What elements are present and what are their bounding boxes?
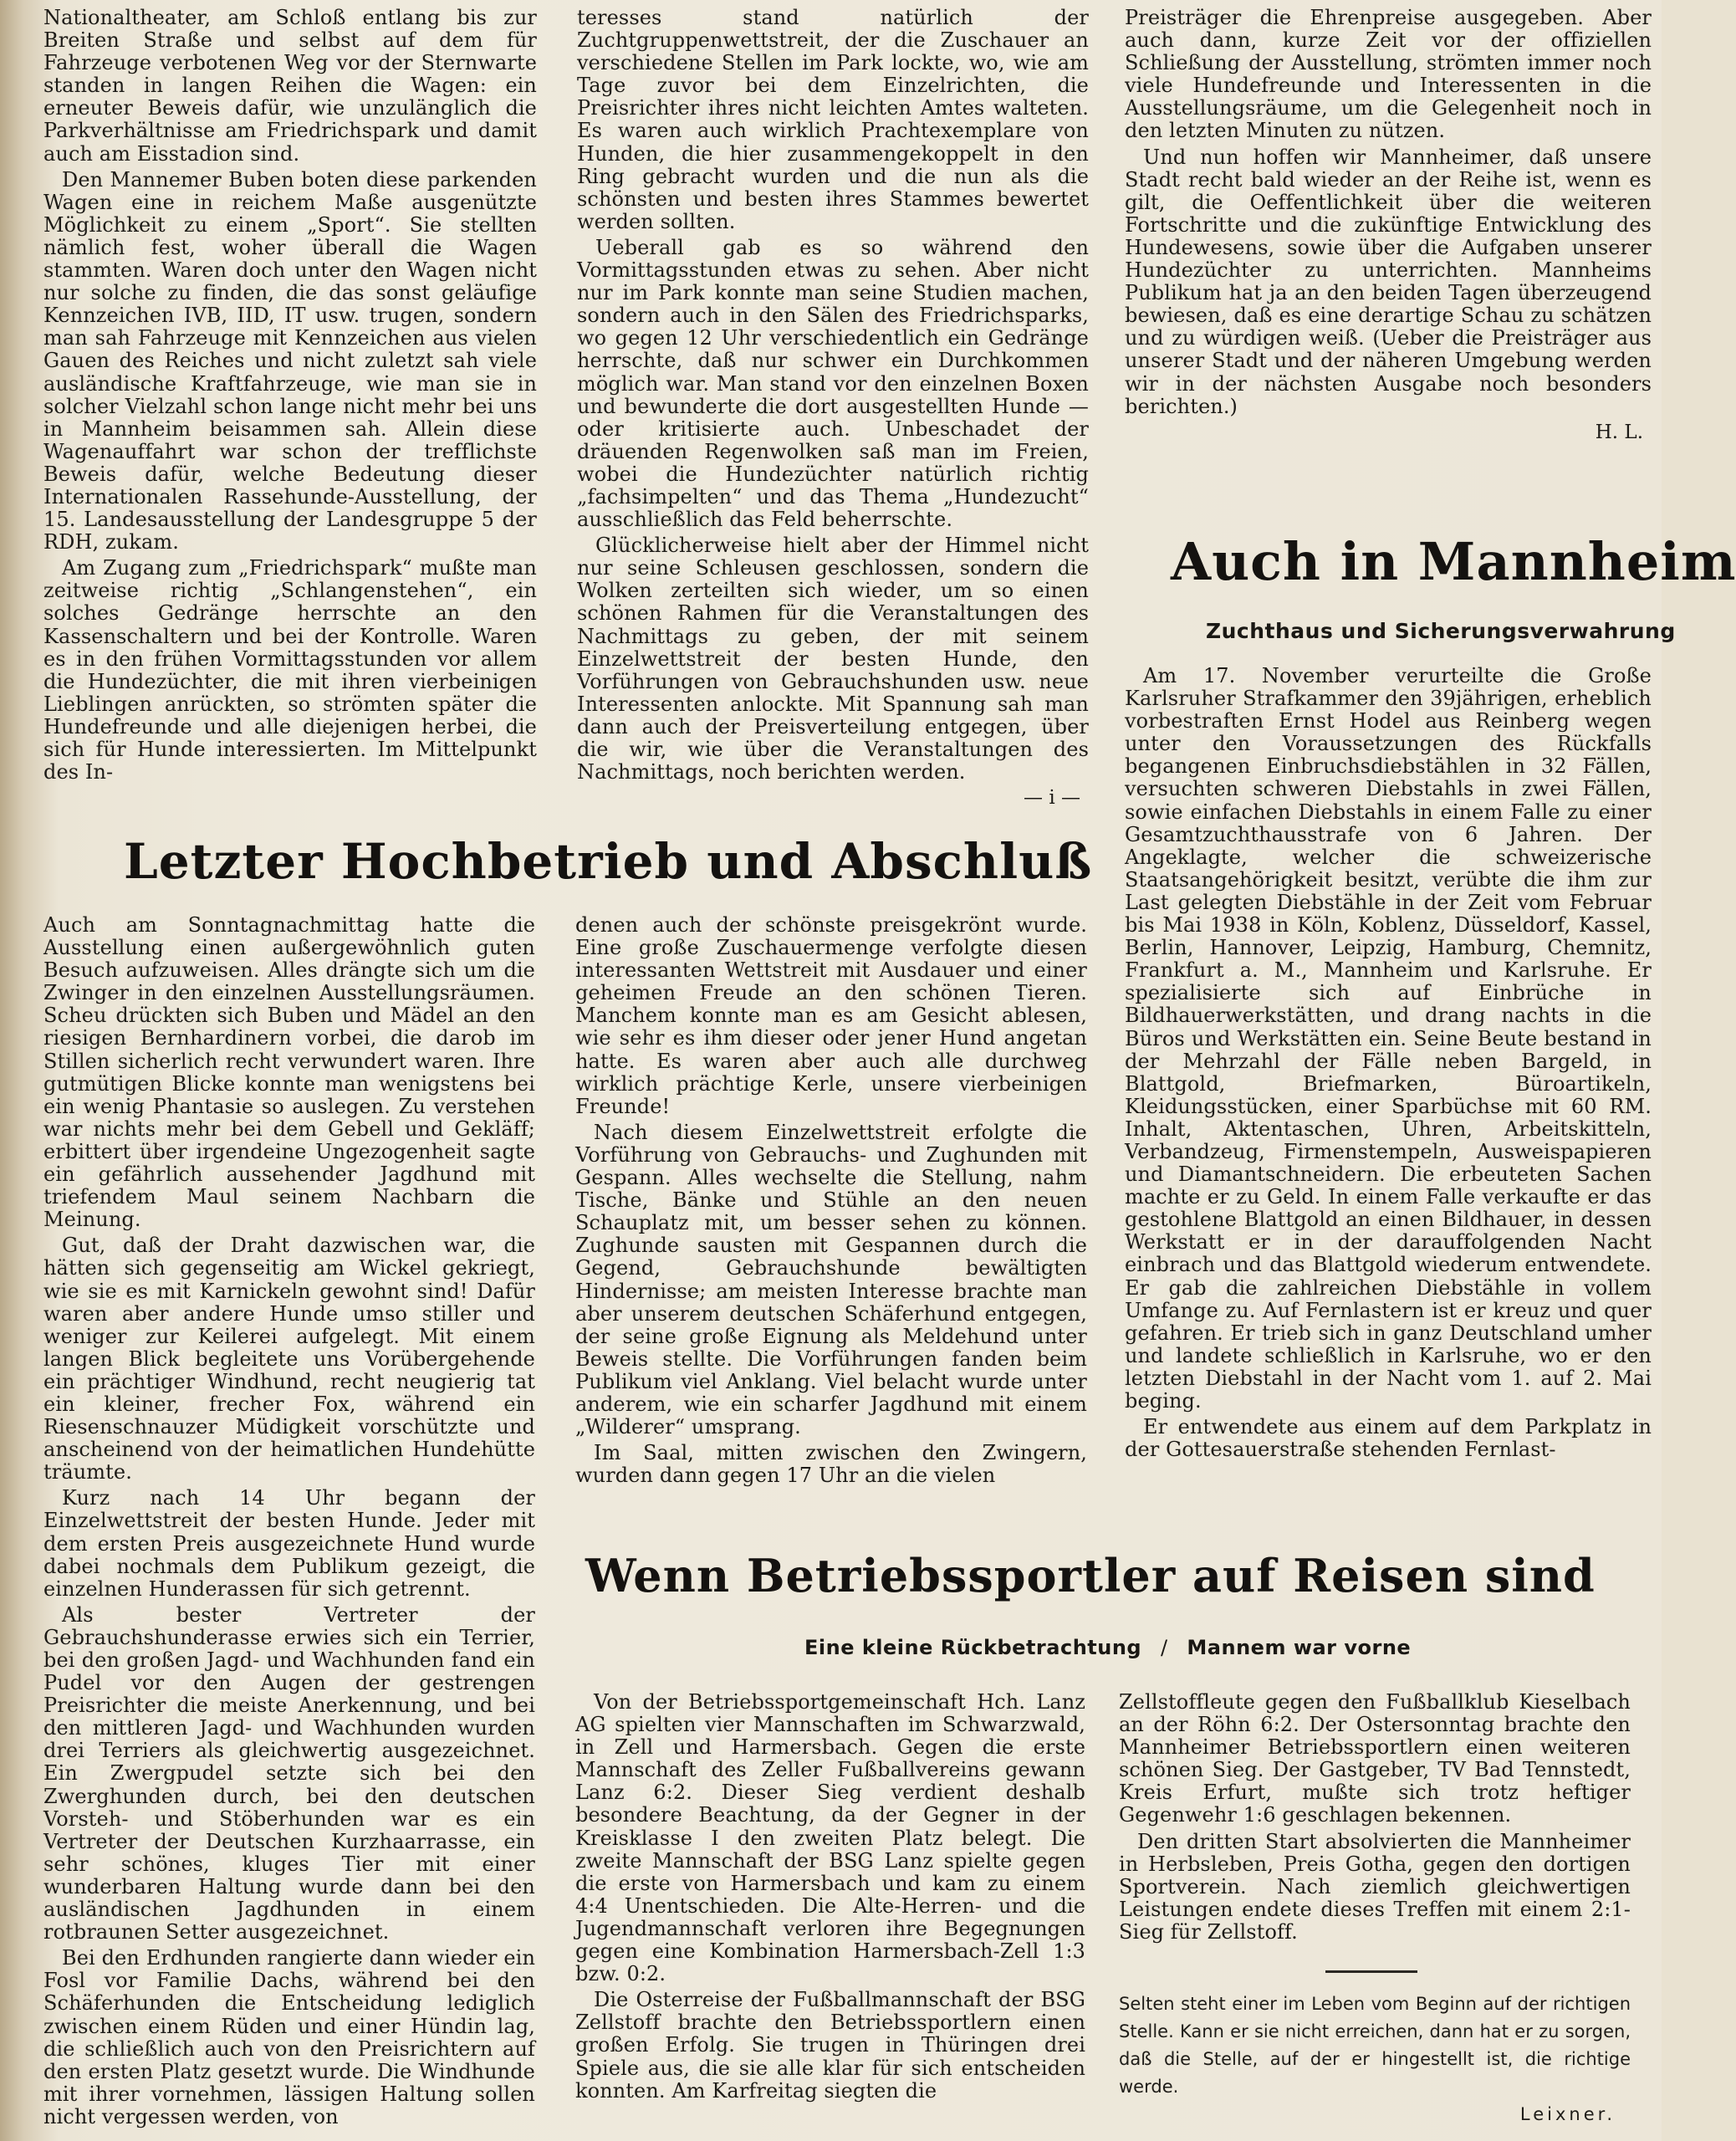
article-1-column-2 [575,914,1087,1490]
paragraph: denen auch der schönste preisgekrönt wurde. Eine große Zuschauermenge verfolgte diesen interessanten Wettstreit mit Ausdauer und einer geheimen Freude an den schönen Tieren. Manchem konnte man es am Gesicht ablesen, wie sehr es ihm dieser oder jener Hund angetan hatte. Es waren aber auch alle durchweg wirklich prächtige Kerle, unsere vierbeinigen Freunde! [575,913,1087,1118]
quote-text: Selten steht einer im Leben vom Beginn auf der richtigen Stelle. Kann er sie nicht erreichen, dann hat er zu sorgen, daß die Stelle, auf der er hingestellt ist, die richtige werde. [1119,1994,1631,2097]
paragraph: Bei den Erdhunden rangierte dann wieder ein Fosl vor Familie Dachs, während bei den Schäferhunden die Entscheidung lediglich zwischen einem Rüden und einer Hündin lag, die schließlich auch von den Preisrichtern auf den ersten Platz gesetzt wurde. Die Windhunde mit ihrer vornehmen, lässigen Haltung sollen nicht vergessen werden, von [43,1946,535,2128]
quote-author: Leixner. [1519,2104,1616,2124]
paragraph: Gut, daß der Draht dazwischen war, die hätten sich gegenseitig am Wickel gekriegt, wie sie es mit Karnickeln gewohnt sind! Dafür waren aber andere Hunde umso stiller und weniger zur Keilerei aufgelegt. Mit einem langen Blick begleitete uns Vorübergehende ein prächtiger Windhund, recht neugierig tat ein kleiner, frecher Fox, während ein Riesenschnauzer Müdigkeit vorschützte und anscheinend von der heimatlichen Hundehütte träumte. [43,1234,535,1484]
paragraph: Nationaltheater, am Schloß entlang bis zur Breiten Straße und selbst auf dem für Fahrzeuge verbotenen Weg vor der Sternwarte standen in langen Reihen die Wagen: ein erneuter Beweis dafür, wie unzulänglich die Parkverhältnisse am Friedrichspark und damit auch am Eisstadion sind. [43,6,537,166]
author-signature: — i — [1024,787,1080,810]
article-3-column-1 [575,1691,1085,2106]
headline-auch-in-mannheim: Auch in Mannheim [1171,531,1736,592]
paragraph: Den dritten Start absolvierten die Mannheimer in Herbsleben, Preis Gotha, gegen den dortigen Sportverein. Nach ziemlich gleichwertigen Leistungen endete dieses Treffen mit einem 2:1-Sieg für Zellstoff. [1119,1829,1631,1944]
paragraph: Die Osterreise der Fußballmannschaft der BSG Zellstoff brachte den Betriebssportlern einen großen Erfolg. Sie trugen in Thüringen drei Spiele aus, die sie alle klar für sich entscheiden konnten. Am Karfreitag siegten die [575,1988,1085,2103]
paragraph: teresses stand natürlich der Zuchtgruppenwettstreit, der die Zuschauer an verschiedene Stellen im Park lockte, wo, wie am Tage zuvor bei dem Einzelrichten, die Preisrichter ihres nicht leichten Amtes walteten. Es waren auch wirklich Prachtexemplare von Hunden, die hier zusammengekoppelt in den Ring gebracht wurden und die nun als die schönsten und besten ihres Stammes bewertet werden sollten. [577,6,1089,233]
paragraph: Preisträger die Ehrenpreise ausgegeben. Aber auch dann, kurze Zeit vor der offiziellen Schließung der Ausstellung, strömten immer noch viele Hundefreunde und Interessenten in die Ausstellungsräume, um die Gelegenheit noch in den letzten Minuten zu nützen. [1125,6,1652,143]
paragraph: Am 17. November verurteilte die Große Karlsruher Strafkammer den 39jährigen, erheblich vorbestraften Ernst Hodel aus Reinberg wegen unter den Voraussetzungen des Rückfalls begangenen Einbruchsdiebstählen in 32 Fällen, versuchten schweren Diebstahls in zwei Fällen, sowie einfachen Diebstahls in einem Falle zu einer Gesamtzuchthausstrafe von 6 Jahren. Der Angeklagte, welcher die schweizerische Staatsangehörigkeit besitzt, verübte die ihm zur Last gelegten Diebstähle in der Zeit vom Februar bis Mai 1938 in Köln, Koblenz, Düsseldorf, Kassel, Berlin, Hannover, Leipzig, Hamburg, Chemnitz, Frankfurt a. M., Mannheim und Karlsruhe. Er spezialisierte sich auf Einbrüche in Bildhauerwerkstätten, und drang nachts in die Büros und Werkstätten ein. Seine Beute bestand in der Mehrzahl der Fälle neben Bargeld, in Blattgold, Briefmarken, Büroartikeln, Kleidungsstücken, einer Sparbüchse mit 60 RM. Inhalt, Aktentaschen, Uhren, Arbeitskitteln, Verbandzeug, Firmenstempeln, Ausweispapieren und Diamantschneidern. Die erbeuteten Sachen machte er zu Geld. In einem Falle verkaufte er das gestohlene Blattgold an einen Bildhauer, in dessen Werkstatt er in der darauffolgenden Nacht einbrach und das Blattgold wiederum entwendete. Er gab die zahlreichen Diebstähle in vollem Umfange zu. Auf Fernlastern ist er kreuz und quer gefahren. Er trieb sich in ganz Deutschland umher und landete schließlich in Karlsruhe, wo er den letzten Diebstahl in der Nacht vom 1. auf 2. Mai beging. [1125,664,1652,1413]
paragraph: Glücklicherweise hielt aber der Himmel nicht nur seine Schleusen geschlossen, sondern die Wolken zerteilten sich wieder, um so einen schönen Rahmen für die Veranstaltungen des Nachmittags zu geben, der mit seinem Einzelwettstreit der besten Hunde, den Vorführungen von Gebrauchshunden usw. neue Interessenten anlockte. Mit Spannung sah man dann auch der Preisverteilung entgegen, über die wir, wie über die Veranstaltungen des Nachmittags, noch berichten werden. [577,534,1089,784]
paragraph: Kurz nach 14 Uhr begann der Einzelwettstreit der besten Hunde. Jeder mit dem ersten Preis ausgezeichnete Hund wurde dabei nochmals dem Publikum gezeigt, die einzelnen Hunderassen für sich getrennt. [43,1486,535,1601]
subheadline-separator: / [1160,1636,1168,1659]
article-2-column [1125,665,1652,1464]
divider [1325,1970,1417,1973]
subheadline-zuchthaus: Zuchthaus und Sicherungsverwahrung [1206,619,1676,643]
paragraph: Zellstoffleute gegen den Fußballklub Kieselbach an der Röhn 6:2. Der Ostersonntag brachte den Mannheimer Betriebssportlern einen weiteren schönen Sieg. Der Gastgeber, TV Bad Tennstedt, Kreis Erfurt, mußte sich trotz heftiger Gegenwehr 1:6 geschlagen bekennen. [1119,1690,1631,1827]
paragraph: Am Zugang zum „Friedrichspark“ mußte man zeitweise richtig „Schlangenstehen“, ein solches Gedränge herrschte an den Kassenschaltern und bei der Kontrolle. Waren es in den frühen Vormittagsstunden vor allem die Hundezüchter, die mit ihren vierbeinigen Lieblingen anrückten, so strömten später die Hundefreunde und alle diejenigen herbei, die sich für Hunde interessierten. Im Mittelpunkt des In- [43,556,537,784]
paragraph: Auch am Sonntagnachmittag hatte die Ausstellung einen außergewöhnlich guten Besuch aufzuweisen. Alles drängte sich um die Zwinger in den einzelnen Ausstellungsräumen. Scheu drückten sich Buben und Mädel an den riesigen Bernhardinern vorbei, die darob im Stillen sicherlich recht verwundert waren. Ihre gutmütigen Blicke konnte man wenigstens bei ein wenig Phantasie so auslegen. Zu verstehen war nichts mehr bei dem Gebell und Gekläff; erbittert über irgendeine Ungezogenheit sagte ein gefährlich aussehender Jagdhund mit triefendem Maul seinem Nachbarn die Meinung. [43,913,535,1232]
top-column-1 [43,7,537,787]
paragraph: Von der Betriebssportgemeinschaft Hch. Lanz AG spielten vier Mannschaften im Schwarzwald, in Zell und Harmersbach. Gegen die erste Mannschaft des Zeller Fußballvereins gewann Lanz 6:2. Dieser Sieg verdient deshalb besondere Beachtung, da der Gegner in der Kreisklasse I den zweiten Platz belegt. Die zweite Mannschaft der BSG Lanz spielte gegen die erste von Harmersbach und kam zu einem 4:4 Unentschieden. Die Alte-Herren- und die Jugendmannschaft verloren ihre Begegnungen gegen eine Kombination Harmersbach-Zell 1:3 bzw. 0:2. [575,1690,1085,1986]
paragraph: Nach diesem Einzelwettstreit erfolgte die Vorführung von Gebrauchs- und Zughunden mit Gespann. Alles wechselte die Stellung, nahm Tische, Bänke und Stühle an den neuen Schauplatz mit, um besser sehen zu können. Zughunde sausten mit Gespannen durch die Gegend, Gebrauchshunde bewältigten Hindernisse; am meisten Interesse brachte man aber unserem deutschen Schäferhund entgegen, der seine große Eignung als Meldehund unter Beweis stellte. Die Vorführungen fanden beim Publikum viel Anklang. Viel belacht wurde unter anderem, wie ein scharfer Jagdhund mit einem „Wilderer“ umsprang. [575,1120,1087,1439]
paragraph: Er entwendete aus einem auf dem Parkplatz in der Gottesauerstraße stehenden Fernlast- [1125,1415,1652,1462]
quote-box [1119,1990,1631,2128]
subheadline-left: Eine kleine Rückbetrachtung [804,1636,1142,1659]
headline-betriebssportler: Wenn Betriebssportler auf Reisen sind [585,1549,1596,1602]
article-1-column-1 [43,914,535,2132]
paragraph: Und nun hoffen wir Mannheimer, daß unsere Stadt recht bald wieder an der Reihe ist, wenn es gilt, die Oeffentlichkeit über die weiteren Fortschritte und die zukünftige Entwicklung des Hundewesens, sowie über die Aufgaben unserer Hundezüchter zu unterrichten. Mannheims Publikum hat ja an den beiden Tagen überzeugend bewiesen, daß es eine derartige Schau zu schätzen und zu würdigen weiß. (Ueber die Preisträger aus unserer Stadt und der näheren Umgebung werden wir in der nächsten Ausgabe noch besonders berichten.) [1125,145,1652,418]
paragraph: Ueberall gab es so während den Vormittagsstunden etwas zu sehen. Aber nicht nur im Park konnte man seine Studien machen, sondern auch in den Sälen des Friedrichsparks, wo gegen 12 Uhr verschiedentlich ein Gedränge herrschte, daß nur schwer ein Durchkommen möglich war. Man stand vor den einzelnen Boxen und bewunderte die dort ausgestellten Hunde — oder kritisierte auch. Unbeschadet der dräuenden Regenwolken saß man im Freien, wobei die Hundezüchter natürlich richtig „fachsimpelten“ und das Thema „Hundezucht“ ausschließlich das Feld beherrschte. [577,235,1089,532]
paragraph: Als bester Vertreter der Gebrauchshunderasse erwies sich ein Terrier, bei den großen Jagd- und Wachhunden fand ein Pudel vor den Augen der gestrengen Preisrichter die meiste Anerkennung, und bei den mittleren Jagd- und Wachhunden wurden drei Terriers als gleichwertig ausgezeichnet. Ein Zwergpudel setzte sich bei den Zwerghunden durch, bei den deutschen Vorsteh- und Stöberhunden war es ein Vertreter der Deutschen Kurzhaarrasse, ein sehr schönes, kluges Tier mit einer wunderbaren Haltung wurde dann bei den ausländischen Jagdhunden in einem rotbraunen Setter ausgezeichnet. [43,1602,535,1944]
author-signature: H. L. [1595,421,1643,443]
article-3-column-2 [1119,1691,1631,1947]
headline-letzter-hochbetrieb: Letzter Hochbetrieb und Abschluß [124,833,1093,890]
paragraph: Im Saal, mitten zwischen den Zwingern, wurden dann gegen 17 Uhr an die vielen [575,1441,1087,1488]
top-column-3 [1125,7,1652,443]
subheadline-right: Mannem war vorne [1187,1636,1412,1659]
subheadline-rueckbetrachtung [804,1636,1411,1659]
top-column-2 [577,7,1089,809]
paragraph: Den Mannemer Buben boten diese parkenden Wagen eine in reichem Maße ausgenützte Möglichkeit zu einem „Sport“. Sie stellten nämlich fest, woher überall die Wagen stammten. Waren doch unter den Wagen nicht nur solche zu finden, die das sonst geläufige Kennzeichen IVB, IID, IT usw. trugen, sondern man sah Fahrzeuge mit Kennzeichen aus vielen Gauen des Reiches und nicht zuletzt sah viele ausländische Kraftfahrzeuge, wie man sie in solcher Vielzahl schon lange nicht mehr bei uns in Mannheim beisammen sah. Allein diese Wagenauffahrt war schon der trefflichste Beweis dafür, welche Bedeutung dieser Internationalen Rassehunde-Ausstellung, der 15. Landesausstellung der Landesgruppe 5 der RDH, zukam. [43,167,537,554]
